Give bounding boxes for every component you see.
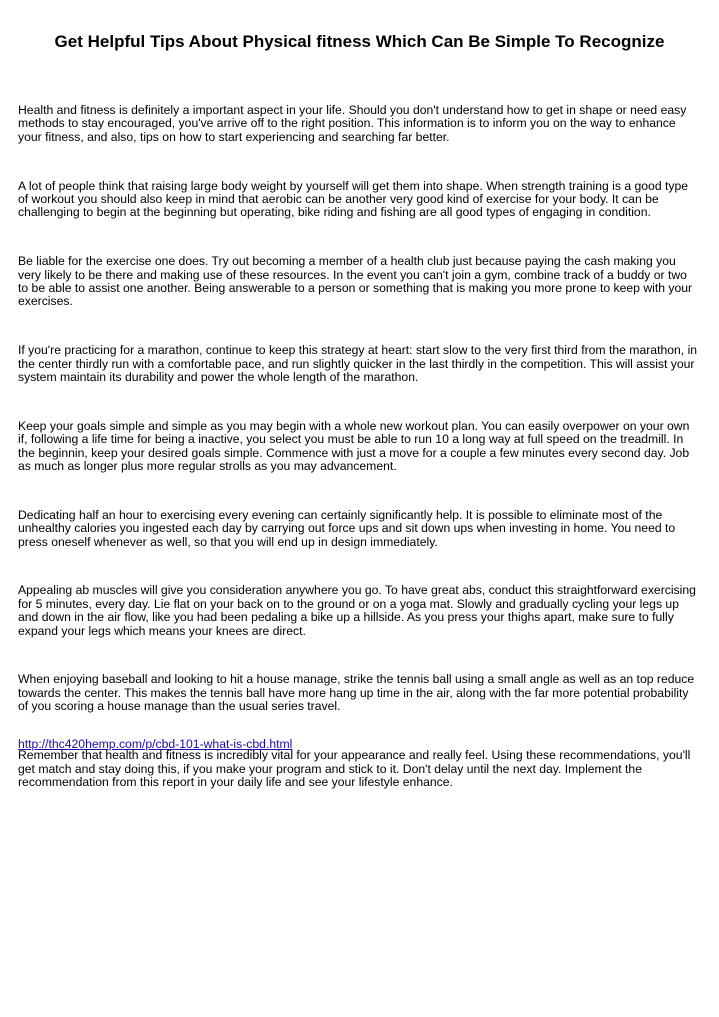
paragraph-2: A lot of people think that raising large body weight by yourself will get them into shape. When strength training is a good type of workout you should also keep in mind that aerobic can be another very good kind of exercise for your body. It can be challenging to begin at the beginning but operating, bike riding and fishing are all good types of engaging in condition. [18,178,689,220]
source-link[interactable]: http://thc420hemp.com/p/cbd-101-what-is-cbd.html [18,737,293,751]
paragraph-7: Appealing ab muscles will give you consideration anywhere you go. To have great abs, conduct this straightforward exercising for 5 minutes, every day. Lie flat on your back on to the ground or on a yoga mat. Slowly and gradually cycling your legs up and down in the air flow, like you had been pedaling a bike up a hillside. As you press your thighs apart, make sure to fully expand your legs which means your knees are direct. [18,583,696,638]
paragraph-1: Health and fitness is definitely a important aspect in your life. Should you don't understand how to get in shape or need easy methods to stay encouraged, you've arrive off to the right position. This information is to inform you on the way to enhance your fitness, and also, tips on how to start experiencing and searching far better. [18,103,687,144]
paragraph-5: Keep your goals simple and simple as you may begin with a whole new workout plan. You can easily overpower on your own if, following a life time for being a inactive, you select you must be able to run 10 a long way at full speed on the treadmill. In the beginnin, keep your desired goals simple. Commence with just a move for a couple a few minutes every second day. Job as much as longer plus more regular strolls as you may advancement. [18,418,690,474]
paragraph-4: If you're practicing for a marathon, continue to keep this strategy at heart: start slow to the very first third from the marathon, in the center thirdly run with a comfortable pace, and run slightly quicker in the last thirdly in the competition. This will assist your system maintain its durability and power the whole length of the marathon. [18,343,698,385]
page-title: Get Helpful Tips About Physical fitness Which Can Be Simple To Recognize [54,32,665,51]
paragraph-8: When enjoying baseball and looking to hit a house manage, strike the tennis ball using a small angle as well as an top reduce towards the center. This makes the tennis ball have more hang up time in the air, along with the far more potential probability of you scoring a house manage than the usual series travel. [18,672,695,714]
paragraph-9: Remember that health and fitness is incredibly vital for your appearance and really feel. Using these recommendations, you'll get match and stay doing this, if you make your program and stick to it. Don't delay until the next day. Implement the recommendation from this report in your daily life and see your lifestyle enhance. [18,748,691,789]
paragraph-6: Dedicating half an hour to exercising every evening can certainly significantly help. It is possible to eliminate most of the unhealthy calories you ingested each day by carrying out force ups and sit down ups when investing in home. You need to press oneself whenever as well, so that you will end up in design immediately. [18,507,676,549]
paragraph-3: Be liable for the exercise one does. Try out becoming a member of a health club just because paying the cash making you very likely to be there and making use of these resources. In the event you can't join a gym, combine track of a buddy or two to be able to assist one another. Being answerable to a person or something that is making you more prone to keep with your exercises. [18,254,693,309]
article-body [18,104,700,825]
